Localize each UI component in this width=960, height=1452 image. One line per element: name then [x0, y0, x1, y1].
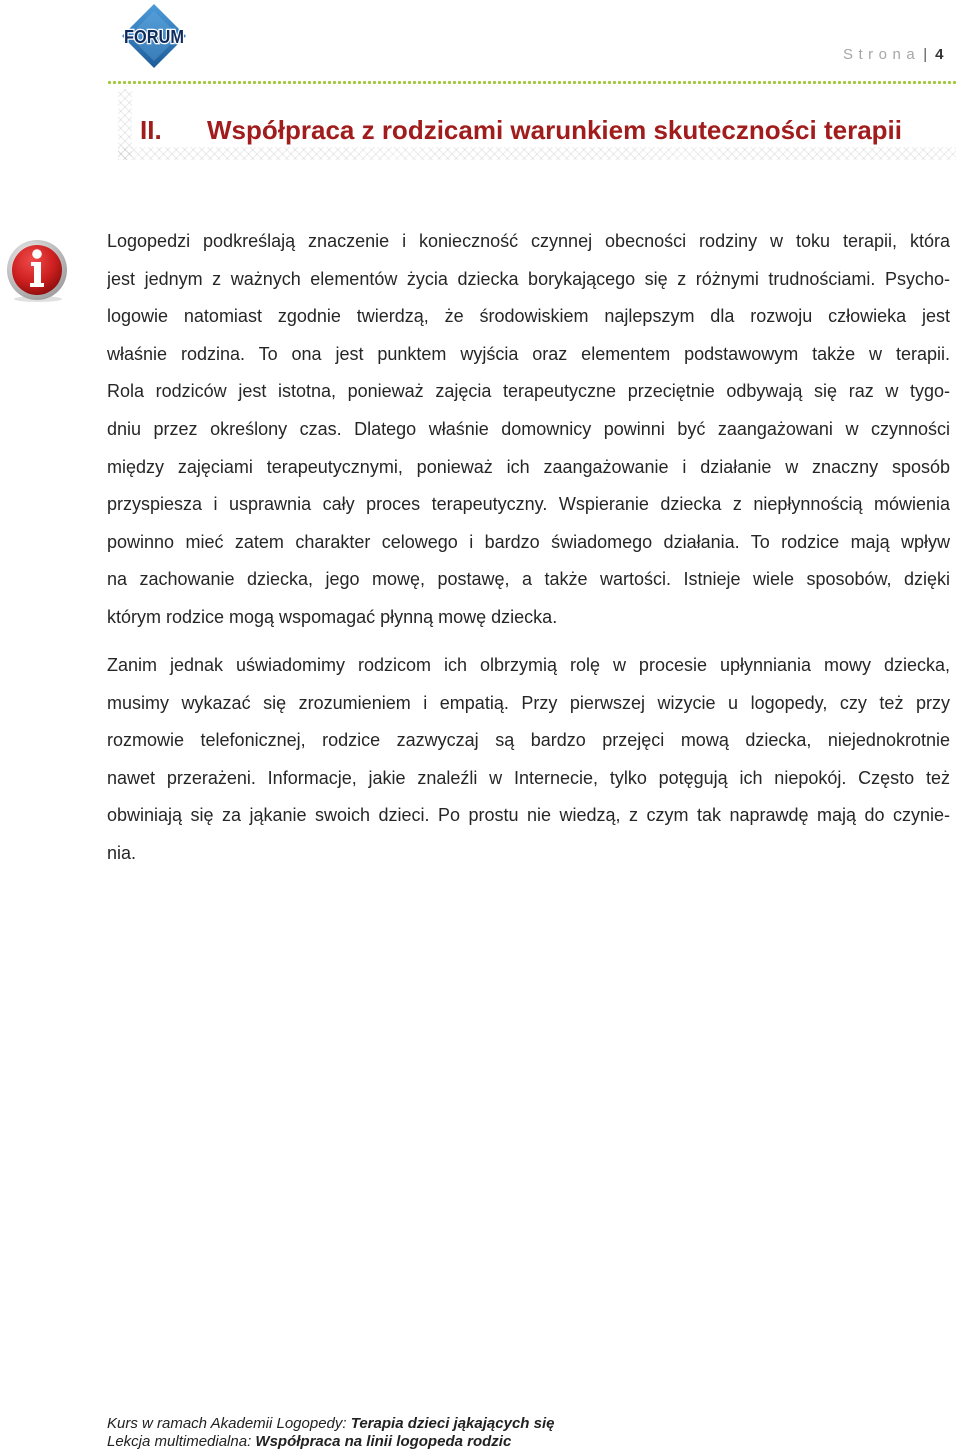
text-line: na zachowanie dziecka, jego mowę, postawę, a także wartości. Istnieje wiele sposobów, dzięki	[107, 569, 950, 590]
text-line: którym rodzice mogą wspomagać płynną mowę dziecka.	[107, 606, 558, 627]
text-line: nawet przerażeni. Informacje, jakie znaleźli w Internecie, tylko potęgują ich niepokój. Często też	[107, 767, 950, 788]
text-line: właśnie rodzina. To ona jest punktem wyjścia oraz elementem podstawowym także w terapii.	[107, 343, 950, 364]
page-label: Strona	[843, 46, 921, 63]
footer-course-prefix: Kurs w ramach Akademii Logopedy:	[107, 1415, 347, 1432]
footer-lesson-line	[107, 1433, 907, 1451]
section-title: Współpraca z rodzicami warunkiem skuteczności terapii	[207, 115, 902, 145]
text-line: przyspiesza i usprawnia cały proces terapeutyczny. Wspieranie dziecka z niepłynnością mówienia	[107, 494, 950, 515]
info-icon	[4, 237, 70, 303]
header-dotted-rule	[107, 80, 958, 85]
text-line: Rola rodziców jest istotna, ponieważ zajęcia terapeutyczne przeciętnie odbywają się raz w tygo-	[107, 381, 950, 402]
page-number: 4	[935, 46, 944, 63]
section-number: II.	[140, 115, 162, 145]
text-line: obwiniają się za jąkanie swoich dzieci. Po prostu nie wiedzą, z czym tak naprawdę mają do czynie-	[107, 805, 950, 826]
text-line: logowie natomiast zgodnie twierdzą, że środowiskiem najlepszym dla rozwoju człowieka jest	[107, 306, 950, 327]
page-separator: |	[923, 46, 928, 63]
forum-logo	[117, 1, 189, 71]
paragraph	[107, 647, 950, 873]
text-line: rozmowie telefonicznej, rodzice zazwyczaj są bardzo przejęci mową dziecka, niejednokrotnie	[107, 730, 950, 751]
footer-lesson-name: Współpraca na linii logopeda rodzic	[255, 1433, 512, 1450]
text-line: musimy wykazać się zrozumieniem i empatią. Przy pierwszej wizycie u logopedy, czy też przy	[107, 692, 950, 713]
text-line: nia.	[107, 842, 137, 863]
text-line: Zanim jednak uświadomimy rodzicom ich olbrzymią rolę w procesie upłynniania mowy dziecka,	[107, 655, 950, 675]
text-line: Logopedzi podkreślają znaczenie i konieczność czynnej obecności rodziny w toku terapii, która	[107, 231, 950, 251]
paragraph	[107, 223, 950, 637]
page-indicator	[843, 46, 943, 64]
footer-lesson-prefix: Lekcja multimedialna:	[107, 1433, 252, 1450]
footer-course-name: Terapia dzieci jąkających się	[350, 1415, 555, 1432]
page-footer	[107, 1415, 907, 1451]
footer-course-line	[107, 1415, 907, 1433]
text-line: powinno mieć zatem charakter celowego i bardzo świadomego działania. To rodzice mają wpływ	[107, 531, 950, 552]
text-line: między zajęciami terapeutycznymi, ponieważ ich zaangażowanie i działanie w znaczny sposób	[107, 456, 950, 477]
text-line: dniu przez określony czas. Dlatego właśnie domownicy powinni być zaangażowani w czynności	[107, 418, 950, 439]
text-line: jest jednym z ważnych elementów życia dziecka borykającego się z różnymi trudnościami. Psycho-	[107, 268, 950, 289]
logo-text: FORUM	[124, 27, 184, 47]
